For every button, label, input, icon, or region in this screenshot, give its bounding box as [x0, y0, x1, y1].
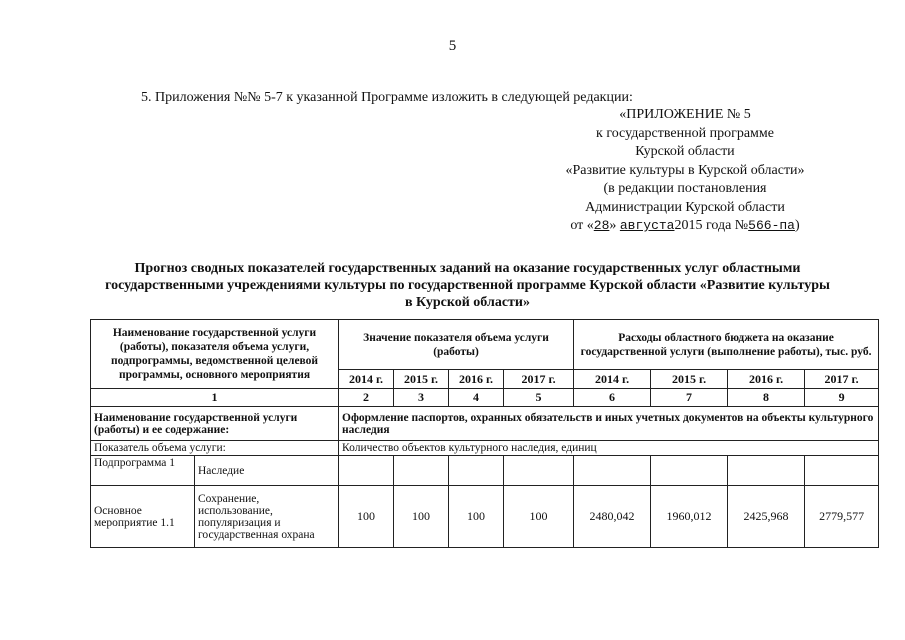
- expense-value: 2480,042: [574, 486, 651, 548]
- year-header: 2014 г.: [339, 370, 394, 389]
- column-number: 1: [91, 389, 339, 407]
- year-header: 2015 г.: [651, 370, 728, 389]
- year-header: 2014 г.: [574, 370, 651, 389]
- expense-value: 1960,012: [651, 486, 728, 548]
- service-label: Наименование государственной услуги (работы) и ее содержание:: [91, 407, 339, 441]
- header-expenses: Расходы областного бюджета на оказание государственной услуги (выполнение работы), тыс. руб.: [574, 320, 879, 370]
- date-month: августа: [619, 218, 675, 233]
- column-number: 2: [339, 389, 394, 407]
- column-number: 8: [728, 389, 805, 407]
- column-number: 6: [574, 389, 651, 407]
- date-year: 2015 года №: [674, 218, 749, 233]
- expense-value: 2779,577: [805, 486, 879, 548]
- indicator-label: Показатель объема услуги:: [91, 441, 339, 456]
- column-number: 5: [504, 389, 574, 407]
- year-header: 2017 г.: [504, 370, 574, 389]
- date-mid: »: [609, 218, 617, 233]
- intro-text: 5. Приложения №№ 5-7 к указанной Программе изложить в следующей редакции:: [141, 90, 633, 105]
- appendix-line: (в редакции постановления: [603, 181, 767, 196]
- volume-value: 100: [449, 486, 504, 548]
- year-header: 2015 г.: [394, 370, 449, 389]
- header-volume: Значение показателя объема услуги (работы): [339, 320, 574, 370]
- decree-number: 566-па: [748, 218, 795, 233]
- indicator-value: Количество объектов культурного наследия, единиц: [339, 441, 879, 456]
- year-header: 2017 г.: [805, 370, 879, 389]
- appendix-line: Курской области: [635, 144, 735, 159]
- volume-value: 100: [504, 486, 574, 548]
- expense-value: 2425,968: [728, 486, 805, 548]
- column-number: 3: [394, 389, 449, 407]
- date-suffix: ): [794, 218, 800, 233]
- volume-value: 100: [394, 486, 449, 548]
- header-name: Наименование государственной услуги (работы), показателя объема услуги, подпрограммы, ведомственной целевой программы, основного мероприятия: [91, 320, 339, 389]
- column-number: 7: [651, 389, 728, 407]
- date-day: 28: [593, 218, 610, 233]
- date-prefix: от «: [570, 218, 594, 233]
- appendix-line: «ПРИЛОЖЕНИЕ № 5: [619, 107, 751, 122]
- year-header: 2016 г.: [728, 370, 805, 389]
- activity-value: Сохранение, использование, популяризация и государственная охрана: [195, 486, 339, 548]
- subprogram-value: Наследие: [195, 456, 339, 486]
- appendix-block: [520, 106, 850, 236]
- document-title: Прогноз сводных показателей государственных заданий на оказание государственных услуг областными государственными учреждениями культуры по государственной программе Курской области «Развитие культуры в Курской области»: [105, 261, 830, 310]
- year-header: 2016 г.: [449, 370, 504, 389]
- service-value: Оформление паспортов, охранных обязательств и иных учетных документов на объекты культурного наследия: [339, 407, 879, 441]
- subprogram-label: Подпрограмма 1: [91, 456, 195, 486]
- column-number: 9: [805, 389, 879, 407]
- column-number: 4: [449, 389, 504, 407]
- forecast-table: [90, 319, 879, 548]
- appendix-line: к государственной программе: [596, 125, 774, 141]
- appendix-line: «Развитие культуры в Курской области»: [565, 162, 805, 178]
- appendix-line: Администрации Курской области: [585, 199, 785, 215]
- volume-value: 100: [339, 486, 394, 548]
- activity-label: Основное мероприятие 1.1: [91, 486, 195, 548]
- appendix-date-line: [520, 217, 850, 236]
- page-number: 5: [448, 38, 457, 54]
